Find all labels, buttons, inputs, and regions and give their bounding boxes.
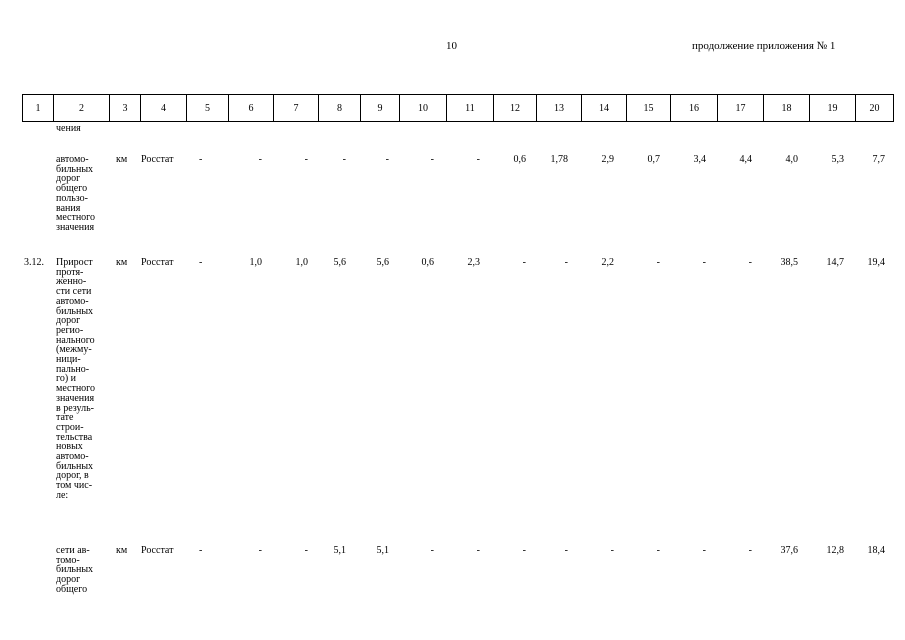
row-name-line: сти сети — [56, 286, 92, 298]
row-value: - — [522, 545, 526, 556]
row-value: 7,7 — [872, 154, 885, 165]
row-value: - — [430, 545, 434, 556]
header-col-6: 6 — [229, 95, 274, 122]
row-value: 0,7 — [647, 154, 660, 165]
row-value: 5,3 — [831, 154, 844, 165]
header-col-2: 2 — [54, 95, 110, 122]
row-name-line: чения — [56, 123, 81, 134]
row-value: 4,4 — [739, 154, 752, 165]
row-name-line: дорог — [56, 315, 81, 327]
row-name-line: дорог, в — [56, 470, 89, 482]
row-source: Росстат — [141, 257, 174, 268]
row-value: 5,1 — [333, 545, 346, 556]
row-value: - — [199, 257, 203, 268]
row-name-line: том чис- — [56, 480, 93, 492]
row-name-line: ници- — [56, 354, 81, 365]
row-name-line: дорог — [56, 173, 81, 185]
row-name-line: пально- — [56, 363, 90, 375]
row-name-line: вания — [56, 202, 81, 214]
row-name-line: значения — [56, 221, 95, 233]
row-name-line: (межму- — [56, 344, 92, 356]
row-name-line: общего — [56, 183, 88, 195]
row-value: 19,4 — [867, 257, 885, 268]
row-value: 5,6 — [376, 257, 389, 268]
row-name-line: общего — [56, 583, 88, 595]
row-value: - — [702, 545, 706, 556]
row-value: - — [656, 545, 660, 556]
row-value: 38,5 — [780, 257, 798, 268]
row-source: Росстат — [141, 545, 174, 556]
row-value: 14,7 — [826, 257, 844, 268]
header-col-17: 17 — [718, 95, 764, 122]
row-value: 3,4 — [693, 154, 706, 165]
header-col-15: 15 — [627, 95, 671, 122]
row-name-line: местного — [56, 212, 96, 224]
row-value: - — [476, 545, 480, 556]
row-value: 18,4 — [867, 545, 885, 556]
row-name-line: протя- — [56, 266, 84, 278]
row-name-line: женно- — [56, 276, 87, 288]
header-col-1: 1 — [23, 95, 54, 122]
row-value: 2,3 — [467, 257, 480, 268]
row-value: 0,6 — [421, 257, 434, 268]
row-value: 2,9 — [601, 154, 614, 165]
row-value: 1,0 — [249, 257, 262, 268]
row-value: - — [564, 545, 568, 556]
row-name-line: нального — [56, 334, 95, 346]
header-col-7: 7 — [274, 95, 319, 122]
row-value: - — [385, 154, 389, 165]
header-col-16: 16 — [671, 95, 718, 122]
row-unit: км — [116, 257, 128, 268]
row-value: - — [610, 545, 614, 556]
row-value: 4,0 — [785, 154, 798, 165]
row-value: - — [522, 257, 526, 268]
header-col-13: 13 — [537, 95, 582, 122]
header-col-8: 8 — [319, 95, 361, 122]
row-value: - — [564, 257, 568, 268]
row-name-line: автомо- — [56, 154, 89, 165]
header-col-3: 3 — [110, 95, 141, 122]
row-value: - — [258, 154, 262, 165]
row-name-line: тельства — [56, 431, 93, 443]
row-value: - — [304, 545, 308, 556]
row-value: 37,6 — [780, 545, 798, 556]
row-name-line: томо- — [56, 554, 80, 566]
page-number: 10 — [446, 40, 457, 52]
header-col-11: 11 — [447, 95, 494, 122]
row-name-line: дорог — [56, 574, 81, 586]
row-value: 5,1 — [376, 545, 389, 556]
row-name-line: новых — [56, 441, 83, 453]
row-name-line: Прирост — [56, 257, 93, 268]
row-value: - — [342, 154, 346, 165]
row-name-line: местного — [56, 383, 96, 395]
row-value: 2,2 — [601, 257, 614, 268]
row-name-line: ле: — [56, 489, 69, 501]
row-value: 12,8 — [826, 545, 844, 556]
row-value: - — [199, 545, 203, 556]
row-number: 3.12. — [24, 257, 44, 268]
continuation-label: продолжение приложения № 1 — [692, 40, 836, 52]
row-value: - — [304, 154, 308, 165]
header-col-20: 20 — [856, 95, 894, 122]
header-col-19: 19 — [810, 95, 856, 122]
row-name-line: бильных — [56, 460, 94, 472]
row-name-line: автомо- — [56, 295, 89, 307]
row-value: - — [656, 257, 660, 268]
row-value: 1,78 — [550, 154, 568, 165]
row-unit: км — [116, 154, 128, 165]
row-name-line: го) и — [56, 373, 77, 385]
row-value: - — [199, 154, 203, 165]
row-name-line: тате — [56, 412, 74, 424]
row-value: - — [258, 545, 262, 556]
row-name-line: бильных — [56, 163, 94, 175]
row-source: Росстат — [141, 154, 174, 165]
header-col-18: 18 — [764, 95, 810, 122]
row-unit: км — [116, 545, 128, 556]
header-col-14: 14 — [582, 95, 627, 122]
header-col-9: 9 — [361, 95, 400, 122]
row-name-line: сети ав- — [56, 545, 90, 556]
row-value: - — [748, 257, 752, 268]
row-name-line: автомо- — [56, 451, 89, 462]
row-value: 5,6 — [333, 257, 346, 268]
row-value: - — [748, 545, 752, 556]
row-value: - — [476, 154, 480, 165]
row-name-line: пользо- — [56, 192, 88, 204]
row-value: - — [430, 154, 434, 165]
row-name-line: в резуль- — [56, 402, 94, 414]
row-name-line: строи- — [56, 421, 84, 433]
row-name-line: значения — [56, 392, 95, 404]
row-value: 1,0 — [295, 257, 308, 268]
row-name-line: бильных — [56, 305, 94, 317]
header-col-10: 10 — [400, 95, 447, 122]
row-value: - — [702, 257, 706, 268]
row-name-line: регио- — [56, 324, 84, 336]
header-col-5: 5 — [187, 95, 229, 122]
header-col-4: 4 — [141, 95, 187, 122]
row-value: 0,6 — [513, 154, 526, 165]
header-col-12: 12 — [494, 95, 537, 122]
row-name-line: бильных — [56, 564, 94, 576]
